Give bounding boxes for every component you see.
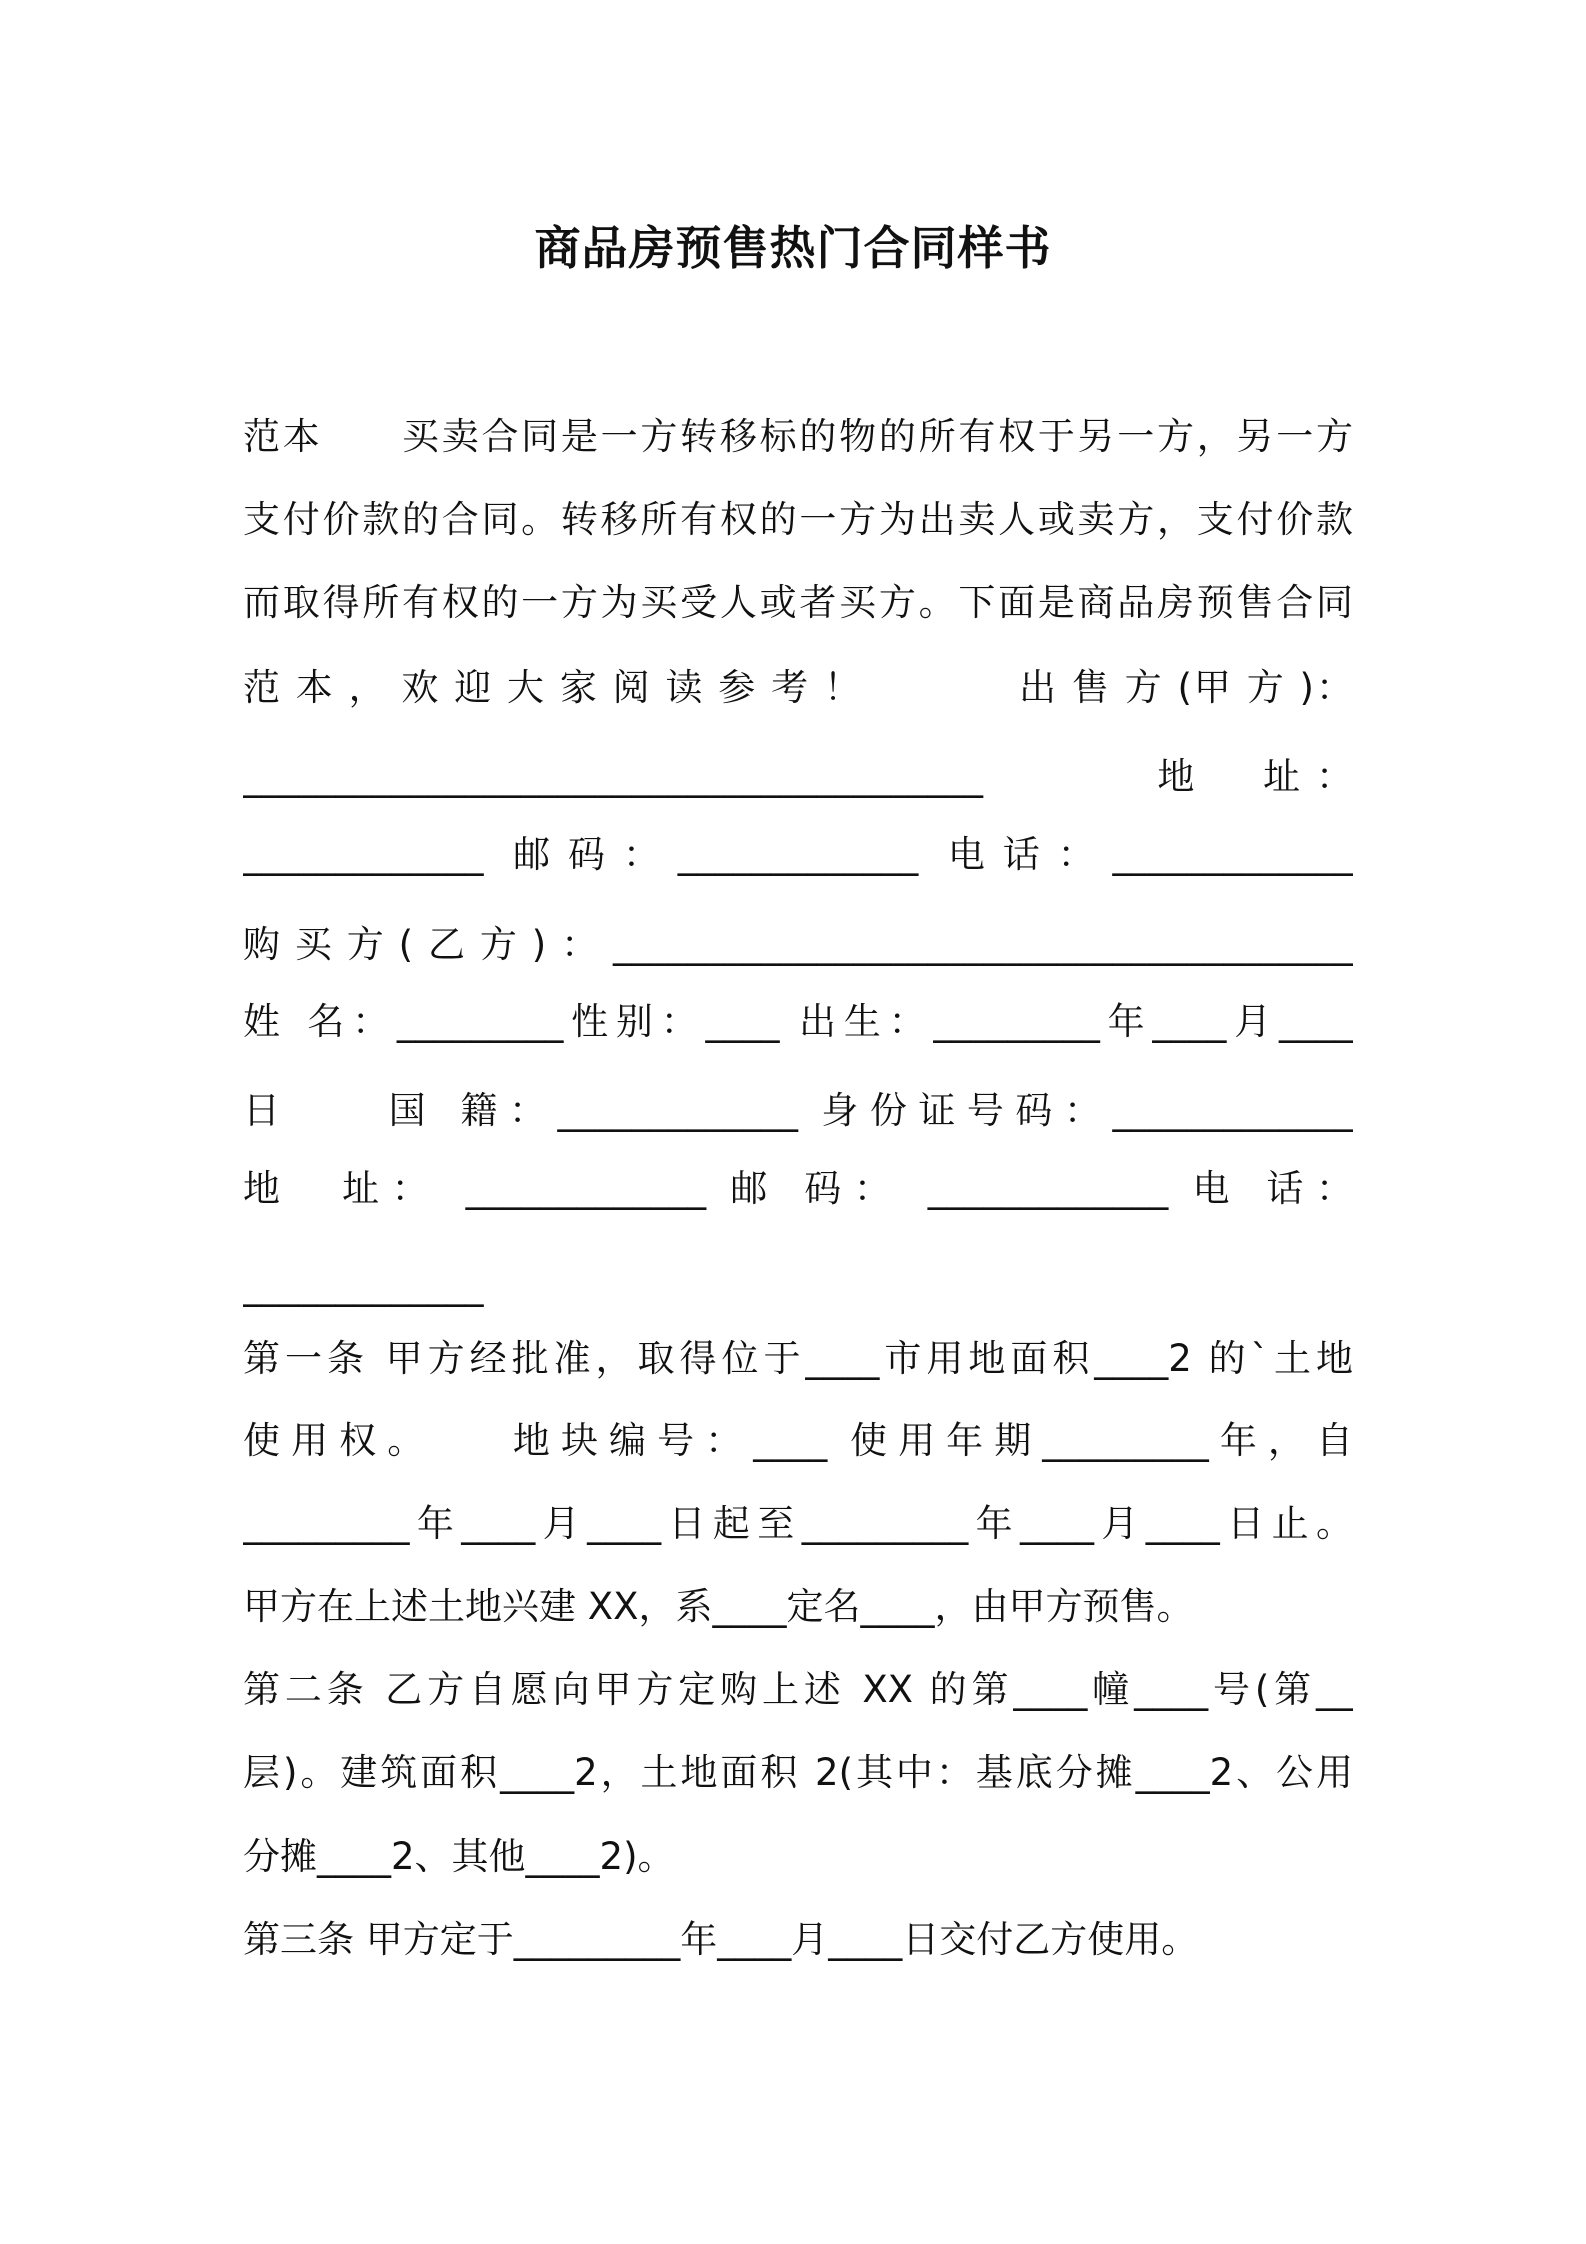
paragraph-line: 范本 买卖合同是一方转移标的物的所有权于另一方，另一方 [243, 415, 1353, 458]
form-line: 姓 名：_________性别：____ 出生：_________年____月____ [243, 1000, 1353, 1043]
form-line: _____________ 邮码：_____________ 电话：_____________ [243, 833, 1353, 876]
form-line: ________________________________________ 地 址： [243, 755, 1353, 798]
clause-line: 层)。建筑面积____2，土地面积 2(其中：基底分摊____2、公用 [243, 1751, 1353, 1794]
document-title: 商品房预售热门合同样书 [534, 221, 1052, 275]
form-line: _____________ [243, 1264, 484, 1307]
paragraph-line: 范 本 ， 欢 迎 大 家 阅 读 参 考 ！ 出 售 方 (甲 方 )： [243, 666, 1353, 709]
paragraph-line: 支付价款的合同。转移所有权的一方为出卖人或卖方，支付价款 [243, 498, 1353, 541]
form-line: 地 址： _____________ 邮 码： _____________ 电 话： [243, 1167, 1353, 1210]
clause-line: 第二条 乙方自愿向甲方定购上述 XX 的第____幢____号(第__ [243, 1668, 1353, 1711]
clause-line: 第一条 甲方经批准，取得位于____市用地面积____2 的`土地 [243, 1337, 1353, 1380]
clause-line: 甲方在上述土地兴建 XX，系____定名____，由甲方预售。 [243, 1585, 1194, 1628]
form-line: 购买方(乙方)：________________________________________ [243, 923, 1353, 966]
clause-line: 使用权。 地块编号：____ 使用年期_________年，自 [243, 1419, 1353, 1462]
paragraph-line: 而取得所有权的一方为买受人或者买方。下面是商品房预售合同 [243, 581, 1353, 624]
clause-line: 第三条 甲方定于_________年____月____日交付乙方使用。 [243, 1918, 1199, 1961]
clause-line: _________年____月____日起至_________年____月____日止。 [243, 1502, 1353, 1545]
clause-line: 分摊____2、其他____2)。 [243, 1835, 675, 1878]
form-line: 日 国 籍：_____________ 身份证号码：_____________ [243, 1089, 1353, 1132]
